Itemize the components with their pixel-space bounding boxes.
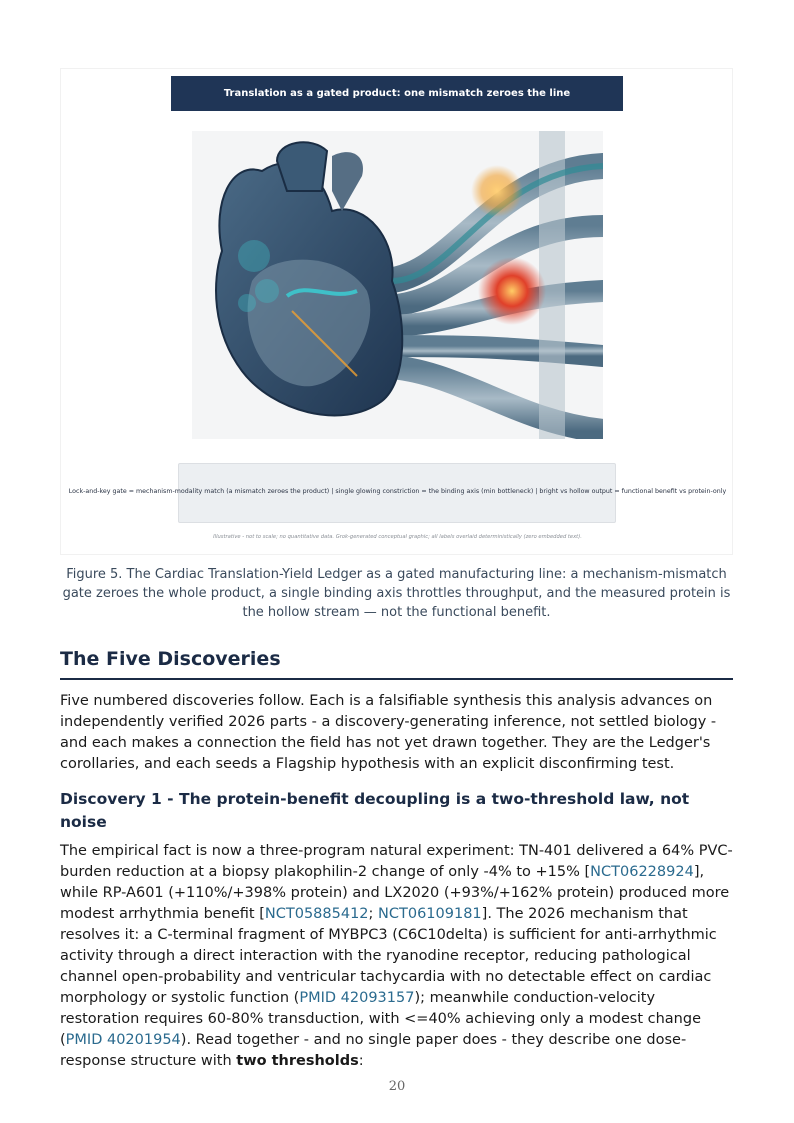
- body-text: The empirical fact is now a three-program natural experiment: TN-401 delivered a 64% PVC-burden reduction at a biopsy plakophilin-2 change of only -4% to +15% [: [60, 843, 733, 880]
- body-text: ;: [368, 906, 379, 922]
- body-text: ], while RP-A601 (+110%/+398% protein) and LX2020 (+93%/+162% protein) produced more modest arrhythmia benefit [: [60, 864, 730, 922]
- citation-link[interactable]: NCT06109181: [378, 906, 482, 922]
- figure-legend: Lock-and-key gate = mechanism-modality match (a mismatch zeroes the product) | single glowing constriction = the binding axis (min bottleneck) | bright vs hollow output = functional benefit vs protein-only: [68, 488, 727, 495]
- citation-link[interactable]: PMID 40201954: [65, 1032, 181, 1048]
- figure-panel: [60, 68, 733, 555]
- page-number: 20: [388, 1079, 406, 1094]
- section-intro: Five numbered discoveries follow. Each is a falsifiable synthesis this analysis advances on independently verified 2026 parts - a discovery-generating inference, not settled biology - and each makes a connection the field has not yet drawn together. They are the Ledger's corollaries, and each seeds a Flagship hypothesis with an explicit disconfirming test.: [60, 693, 717, 772]
- citation-link[interactable]: NCT06228924: [590, 864, 694, 880]
- figure-banner-title: Translation as a gated product: one mismatch zeroes the line: [171, 76, 623, 111]
- figure-caption: Figure 5. The Cardiac Translation-Yield Ledger as a gated manufacturing line: a mechanism-mismatch gate zeroes the whole product, a single binding axis throttles throughput, and the measured protein is the hollow stream — not the functional benefit.: [62, 567, 731, 620]
- discovery-1-body: [60, 841, 733, 1072]
- figure-note: Illustrative - not to scale; no quantitative data. Grok-generated conceptual graphic; all labels overlaid deterministically (zero embedded text).: [213, 534, 582, 540]
- body-text: :: [358, 1053, 364, 1069]
- body-text: ); meanwhile conduction-velocity restoration requires 60-80% transduction, with <=40% achieving only a modest change (: [60, 990, 702, 1048]
- body-text: ). Read together - and no single paper does - they describe one dose-response structure with: [60, 1032, 687, 1069]
- section-divider: [60, 678, 733, 680]
- citation-link[interactable]: NCT05885412: [264, 906, 369, 922]
- discovery-1-heading: Discovery 1 - The protein-benefit decoupling is a two-threshold law, not noise: [60, 790, 690, 831]
- section-title: The Five Discoveries: [60, 648, 281, 670]
- heart-gated-line-illustration: [192, 131, 603, 439]
- citation-link[interactable]: PMID 42093157: [299, 990, 415, 1006]
- body-text: ]. The 2026 mechanism that resolves it: a C-terminal fragment of MYBPC3 (C6C10delta) is sufficient for anti-arrhythmic activity through a direct interaction with the ryanodine receptor, reducing pathological channel open-probability and ventricular tachycardia with no detectable effect on cardiac morphology or systolic function (: [60, 906, 717, 1006]
- emphasis-text: two thresholds: [236, 1053, 359, 1069]
